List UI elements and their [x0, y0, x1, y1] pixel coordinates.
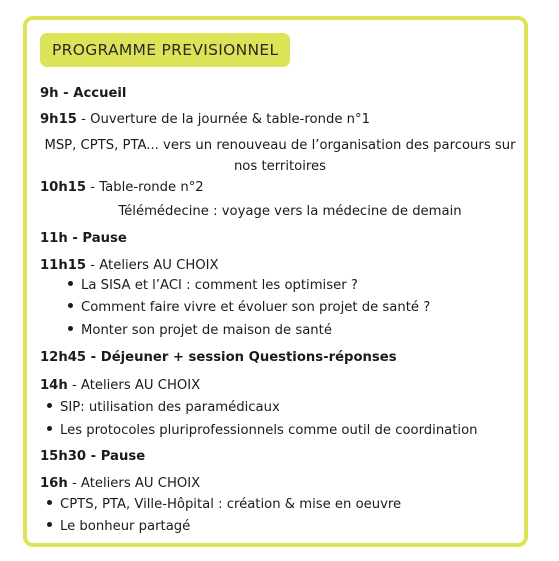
entry-sep: -: [67, 378, 81, 393]
list-item: La SISA et l’ACI : comment les optimiser ?: [68, 278, 358, 293]
entry-label: Déjeuner + session Questions-réponses: [100, 350, 397, 365]
entry-label: Accueil: [73, 86, 127, 101]
schedule-entry-15h30: [40, 449, 145, 464]
bullet-icon: [68, 303, 73, 308]
entry-sep: -: [86, 258, 100, 273]
list-item: SIP: utilisation des paramédicaux: [47, 400, 280, 415]
entry-sep: -: [67, 231, 83, 246]
schedule-entry-11h15: [40, 258, 219, 273]
schedule-entry-9h: [40, 86, 126, 101]
list-item: CPTS, PTA, Ville-Hôpital : création & mise en oeuvre: [47, 497, 401, 512]
entry-detail-line: Télémédecine : voyage vers la médecine de demain: [118, 204, 462, 219]
entry-label: Ateliers AU CHOIX: [80, 378, 201, 393]
program-title: PROGRAMME PREVISIONNEL: [40, 33, 290, 67]
entry-label: Table-ronde n°2: [99, 180, 204, 195]
entry-time: 10h15: [40, 180, 87, 195]
list-item: Comment faire vivre et évoluer son projet de santé ?: [68, 300, 430, 315]
list-item: Les protocoles pluriprofessionnels comme outil de coordination: [47, 423, 478, 438]
list-item: Monter son projet de maison de santé: [68, 323, 332, 338]
entry-time: 9h15: [40, 112, 77, 127]
schedule-entry-12h45: [40, 350, 397, 365]
entry-label: Pause: [100, 449, 146, 464]
entry-sep: -: [58, 86, 74, 101]
entry-time: 9h: [40, 86, 59, 101]
bullet-icon: [68, 281, 73, 286]
list-item: Le bonheur partagé: [47, 519, 190, 534]
bullet-icon: [47, 500, 52, 505]
bullet-icon: [68, 326, 73, 331]
schedule-entry-16h: [40, 476, 200, 491]
entry-detail-line: MSP, CPTS, PTA... vers un renouveau de l’organisation des parcours sur: [44, 138, 516, 153]
bullet-icon: [47, 522, 52, 527]
entry-time: 11h: [40, 231, 68, 246]
schedule-entry-11h: [40, 231, 127, 246]
bullet-icon: [47, 426, 52, 431]
entry-sep: -: [76, 112, 91, 127]
entry-time: 14h: [40, 378, 68, 393]
entry-sep: -: [86, 180, 100, 195]
entry-label: Ateliers AU CHOIX: [99, 258, 219, 273]
entry-label: Ouverture de la journée & table-ronde n°1: [90, 112, 371, 127]
schedule-entry-9h15: [40, 112, 370, 127]
entry-detail-line: nos territoires: [233, 159, 327, 174]
entry-sep: -: [86, 449, 101, 464]
entry-time: 12h45: [40, 350, 87, 365]
entry-time: 15h30: [40, 449, 87, 464]
entry-time: 16h: [40, 476, 68, 491]
entry-time: 11h15: [40, 258, 87, 273]
entry-sep: -: [86, 350, 101, 365]
entry-label: Ateliers AU CHOIX: [80, 476, 201, 491]
bullet-icon: [47, 403, 52, 408]
schedule-entry-14h: [40, 378, 200, 393]
entry-sep: -: [67, 476, 81, 491]
schedule-entry-10h15: [40, 180, 204, 195]
entry-label: Pause: [82, 231, 127, 246]
